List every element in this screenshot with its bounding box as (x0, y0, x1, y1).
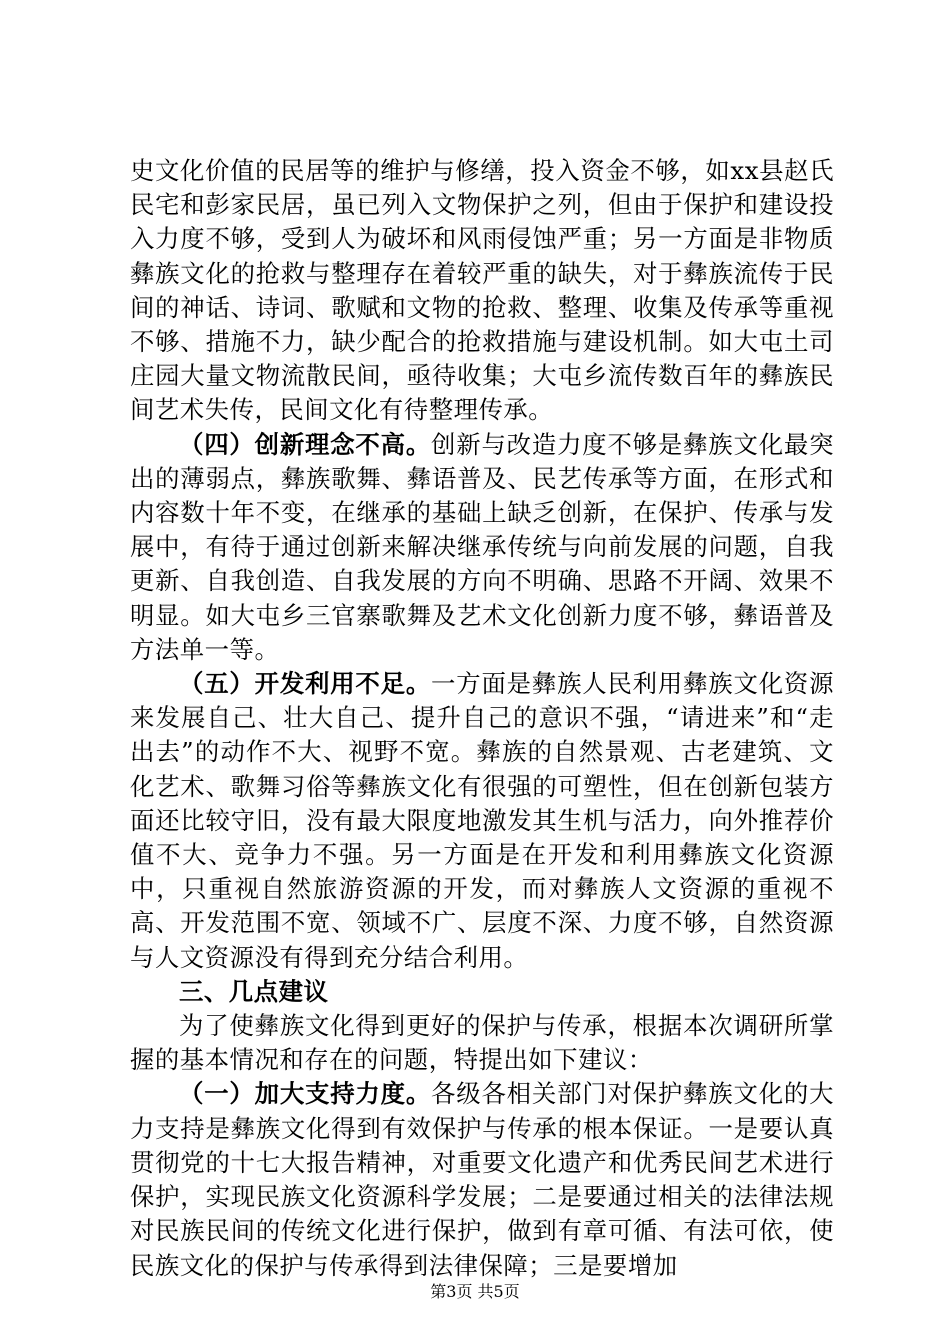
page-footer (0, 1281, 950, 1303)
paragraph-continuation (130, 154, 834, 428)
paragraph-development (130, 667, 834, 975)
paragraph-text: 一方面是彝族人民利用彝族文化资源来发展自己、壮大自己、提升自己的意识不强，“请进来”和“走出去”的动作不大、视野不宽。彝族的自然景观、古老建筑、文化艺术、歌舞习俗等彝族文化有很强的可塑性，但在创新包装方面还比较守旧，没有最大限度地激发其生机与活力，向外推荐价值不大、竞争力不强。另一方面是在开发和利用彝族文化资源中，只重视自然旅游资源的开发，而对彝族人文资源的重视不高、开发范围不宽、领域不广、层度不深、力度不够，自然资源与人文资源没有得到充分结合利用。 (130, 669, 834, 972)
paragraph-support (130, 1077, 834, 1282)
paragraph-intro (130, 1009, 834, 1077)
paragraph-innovation (130, 428, 834, 667)
document-body (130, 154, 834, 1283)
section-heading: 三、几点建议 (179, 976, 329, 1006)
page-number-label: 第3页 共5页 (430, 1282, 520, 1301)
paragraph-text: 创新与改造力度不够是彝族文化最突出的薄弱点，彝族歌舞、彝语普及、民艺传承等方面，在形式和内容数十年不变，在继承的基础上缺乏创新，在保护、传承与发展中，有待于通过创新来解决继承传统与向前发展的问题，自我更新、自我创造、自我发展的方向不明确、思路不开阔、效果不明显。如大屯乡三官寨歌舞及艺术文化创新力度不够，彝语普及方法单一等。 (130, 429, 834, 664)
section-title-suggestions (130, 975, 834, 1009)
paragraph-text: 为了使彝族文化得到更好的保护与传承，根据本次调研所掌握的基本情况和存在的问题，特提出如下建议： (130, 1011, 834, 1075)
paragraph-text: 史文化价值的民居等的维护与修缮，投入资金不够，如xx县赵氏民宅和彭家民居，虽已列入文物保护之列，但由于保护和建设投入力度不够，受到人为破坏和风雨侵蚀严重；另一方面是非物质彝族文化的抢救与整理存在着较严重的缺失，对于彝族流传于民间的神话、诗词、歌赋和文物的抢救、整理、收集及传承等重视不够、措施不力，缺少配合的抢救措施与建设机制。如大屯土司庄园大量文物流散民间，亟待收集；大屯乡流传数百年的彝族民间艺术失传，民间文化有待整理传承。 (130, 156, 834, 425)
subheading-support: （一）加大支持力度。 (179, 1079, 432, 1109)
subheading-innovation: （四）创新理念不高。 (179, 429, 432, 459)
paragraph-text: 各级各相关部门对保护彝族文化的大力支持是彝族文化得到有效保护与传承的根本保证。一是要认真贯彻党的十七大报告精神，对重要文化遗产和优秀民间艺术进行保护，实现民族文化资源科学发展；二是要通过相关的法律法规对民族民间的传统文化进行保护，做到有章可循、有法可依，使民族文化的保护与传承得到法律保障；三是要增加 (130, 1079, 834, 1280)
subheading-development: （五）开发利用不足。 (179, 669, 432, 699)
